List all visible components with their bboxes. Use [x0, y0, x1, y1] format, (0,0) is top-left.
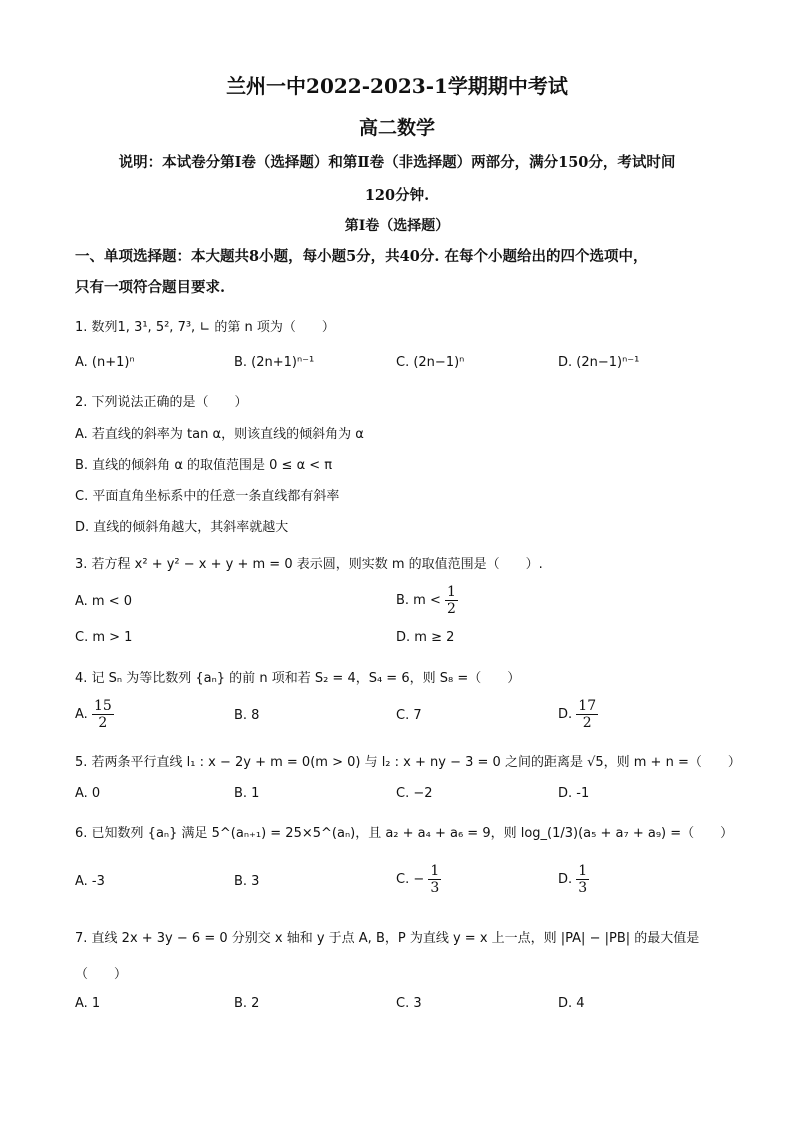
- q1-option-d: D. (2n−1)ⁿ⁻¹: [558, 355, 640, 370]
- q4-option-d-label: D.: [558, 707, 573, 722]
- question-2-stem: 2. 下列说法正确的是（ ）: [75, 395, 248, 410]
- question-5-stem: 5. 若两条平行直线 l₁ : x − 2y + m = 0(m > 0) 与 l₂ : x + ny − 3 = 0 之间的距离是 √5，则 m + n =（ ）: [75, 755, 741, 770]
- q3-option-d: D. m ≥ 2: [396, 630, 455, 645]
- q7-option-c: C. 3: [396, 996, 422, 1011]
- q2-option-c: C. 平面直角坐标系中的任意一条直线都有斜率: [75, 489, 340, 504]
- q4-option-d-fraction: [576, 698, 598, 731]
- question-7-stem-line-1: 7. 直线 2x + 3y − 6 = 0 分别交 x 轴和 y 于点 A, B，P 为直线 y = x 上一点，则 |PA| − |PB| 的最大值是: [75, 931, 700, 946]
- fraction-numerator: 1: [430, 863, 440, 879]
- q5-option-b: B. 1: [234, 786, 260, 801]
- q4-option-d: [558, 698, 598, 731]
- q3-option-a: A. m < 0: [75, 594, 133, 609]
- question-4-stem: 4. 记 Sₙ 为等比数列 {aₙ} 的前 n 项和若 S₂ = 4，S₄ = 6，则 S₈ =（ ）: [75, 671, 521, 686]
- section-line-2: 只有一项符合题目要求.: [75, 279, 226, 296]
- q4-option-a-fraction: [92, 698, 114, 731]
- q6-option-a: A. -3: [75, 874, 105, 889]
- q1-option-b: B. (2n+1)ⁿ⁻¹: [234, 355, 315, 370]
- q4-option-a-label: A.: [75, 707, 88, 722]
- q4-option-a: [75, 698, 114, 731]
- q6-option-d-fraction: [576, 863, 589, 896]
- fraction-denominator: 2: [582, 715, 592, 731]
- fraction-numerator: 17: [578, 698, 597, 714]
- fraction-denominator: 3: [430, 880, 440, 896]
- q6-option-c-label: C. −: [396, 872, 425, 887]
- section-line-1: 一、单项选择题：本大题共8小题，每小题5分，共40分. 在每个小题给出的四个选项中，: [75, 248, 648, 265]
- q7-option-d: D. 4: [558, 996, 585, 1011]
- part-heading: 第Ⅰ卷（选择题）: [344, 218, 450, 234]
- fraction-denominator: 2: [98, 715, 108, 731]
- question-6-stem: 6. 已知数列 {aₙ} 满足 5^(aₙ₊₁) = 25×5^(aₙ)，且 a₂ + a₄ + a₆ = 9，则 log_(1/3)(a₅ + a₇ + a₉) =（ ）: [75, 826, 734, 841]
- fraction-denominator: 2: [447, 601, 456, 617]
- q2-option-a: A. 若直线的斜率为 tan α，则该直线的倾斜角为 α: [75, 427, 364, 442]
- question-3-stem: 3. 若方程 x² + y² − x + y + m = 0 表示圆，则实数 m 的取值范围是（ ）.: [75, 557, 543, 572]
- q3-option-b: [396, 584, 458, 617]
- note-line-2: 120分钟.: [364, 187, 430, 204]
- q6-option-d-label: D.: [558, 872, 573, 887]
- q4-option-c: C. 7: [396, 708, 422, 723]
- q1-option-c: C. (2n−1)ⁿ: [396, 355, 465, 370]
- q6-option-c-fraction: [428, 863, 441, 896]
- fraction-numerator: 1: [447, 584, 456, 600]
- question-1-stem: 1. 数列1, 3¹, 5², 7³, ∟ 的第 n 项为（ ）: [75, 320, 335, 335]
- q1-option-a: A. (n+1)ⁿ: [75, 355, 135, 370]
- q5-option-a: A. 0: [75, 786, 101, 801]
- q5-option-c: C. −2: [396, 786, 433, 801]
- q2-option-d: D. 直线的倾斜角越大，其斜率就越大: [75, 520, 289, 535]
- question-7-stem-line-2: （ ）: [75, 967, 128, 982]
- q7-option-b: B. 2: [234, 996, 260, 1011]
- q6-option-d: [558, 863, 589, 896]
- q6-option-c: [396, 863, 441, 896]
- q2-option-b: B. 直线的倾斜角 α 的取值范围是 0 ≤ α < π: [75, 458, 333, 473]
- fraction-numerator: 1: [578, 863, 588, 879]
- q3-option-b-fraction: [445, 584, 458, 617]
- q3-option-c: C. m > 1: [75, 630, 133, 645]
- fraction-numerator: 15: [93, 698, 112, 714]
- exam-title: 兰州一中2022-2023-1学期期中考试: [226, 74, 568, 98]
- subject-title: 高二数学: [358, 117, 435, 139]
- q7-option-a: A. 1: [75, 996, 101, 1011]
- note-line-1: 说明：本试卷分第Ⅰ卷（选择题）和第Ⅱ卷（非选择题）两部分，满分150分，考试时间: [118, 154, 676, 171]
- fraction-denominator: 3: [578, 880, 588, 896]
- q3-option-b-label: B. m <: [396, 593, 441, 608]
- q4-option-b: B. 8: [234, 708, 260, 723]
- q5-option-d: D. -1: [558, 786, 590, 801]
- q6-option-b: B. 3: [234, 874, 260, 889]
